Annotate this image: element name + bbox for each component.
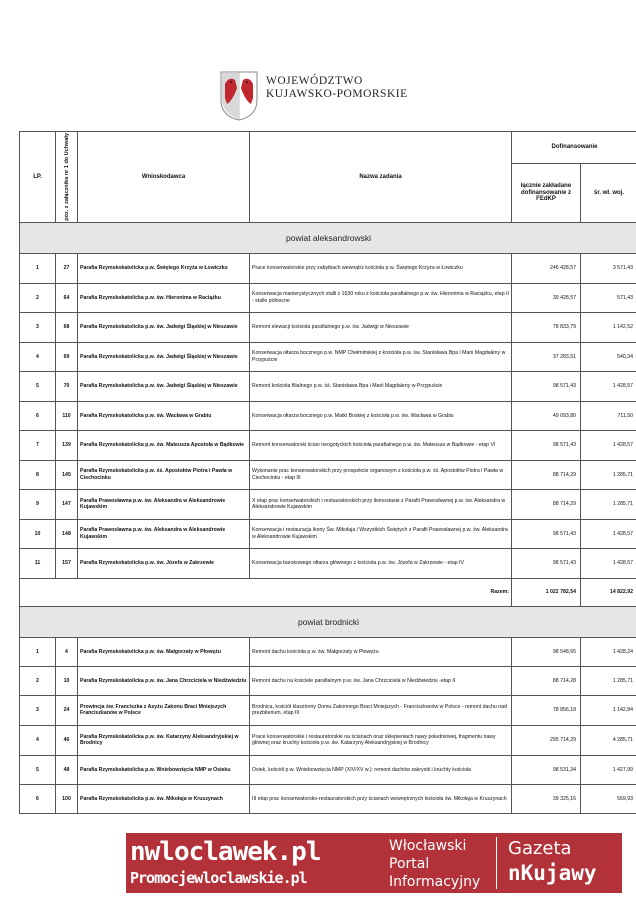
row-task: Konserwacja i restauracja ikony Św. Mikołaja i Wszystkich Świętych z Parafii Prawosławnej p.w. św. Aleksandra w Aleksandrowie Kujawskim	[250, 519, 512, 548]
coat-of-arms-icon	[219, 70, 259, 122]
row-task: Konserwacja barokowego ołtarza głównego z kościoła p.w. św. Józefa w Zakrzewie - etap IV	[250, 548, 512, 578]
row-poz: 110	[56, 401, 78, 430]
row-lp: 9	[20, 489, 56, 519]
row-fedkp: 78 833,79	[512, 312, 581, 342]
col-header-poz-text: poz. z załącznika nr 1 do Uchwały	[63, 133, 70, 221]
row-lp: 10	[20, 519, 56, 548]
row-applicant: Parafia Rzymskokatolicka p.w. św. Małgorzaty w Płowężu	[78, 637, 250, 666]
row-applicant: Parafia Rzymskokatolicka p.w. śś. Apostołów Piotra i Pawła w Ciechocinku	[78, 460, 250, 489]
row-fedkp: 88 714,29	[512, 489, 581, 519]
row-woj: 571,43	[581, 283, 636, 312]
row-applicant: Prowincja św. Franciszka z Asyżu Zakonu Braci Mniejszych Franciszkanów w Polsce	[78, 695, 250, 725]
row-woj: 1 428,57	[581, 548, 636, 578]
row-fedkp: 98 548,65	[512, 637, 581, 666]
row-lp: 2	[20, 666, 56, 695]
row-task: Remont dachu na kościele parafialnym p.w. św. Jana Chrzciciela w Niedźwiedziu -etap II	[250, 666, 512, 695]
section-title: powiat aleksandrowski	[20, 222, 636, 253]
row-task: III etap prac konserwatorsko-restauratorskich przy ścianach wewnętrznych kościoła św. Mikołaja w Kruszynach	[250, 784, 512, 813]
row-poz: 24	[56, 695, 78, 725]
row-woj: 711,50	[581, 401, 636, 430]
row-poz: 157	[56, 548, 78, 578]
row-lp: 7	[20, 430, 56, 460]
row-task: Wykonanie prac konserwatorskich przy prospekcie organowym z kościoła p.w. śś. Apostołów Piotra i Pawła w Ciechocinku - etap III	[250, 460, 512, 489]
footer-portal-line2: Portal	[389, 856, 430, 872]
row-fedkp: 39 325,16	[512, 784, 581, 813]
table-row	[20, 784, 636, 813]
row-lp: 4	[20, 725, 56, 755]
sum-fedkp: 1 022 782,54	[512, 578, 581, 606]
row-woj: 1 142,84	[581, 695, 636, 725]
row-poz: 4	[56, 637, 78, 666]
sum-label: Razem:	[20, 578, 512, 606]
table-row	[20, 371, 636, 401]
table-body	[20, 222, 636, 813]
row-poz: 48	[56, 755, 78, 784]
footer-banner	[126, 833, 622, 893]
row-fedkp: 295 714,29	[512, 725, 581, 755]
footer-portal-line1: Włocławski	[389, 838, 467, 854]
row-woj: 1 285,71	[581, 666, 636, 695]
table-row	[20, 695, 636, 725]
footer-portal-line3: Informacyjny	[389, 874, 481, 890]
col-header-woj: śr. wł. woj.	[581, 163, 636, 222]
header	[0, 68, 636, 126]
row-task: Konserwacja ołtarza bocznego p.w. NMP Chełmińskiej z kościoła p.w. św. Stanisława Bpa i Marii Magdaleny w Przypuście	[250, 342, 512, 371]
row-applicant: Parafia Rzymskokatolicka p.w. św. Katarzyny Aleksandryjskiej w Brodnicy	[78, 725, 250, 755]
row-applicant: Parafia Rzymskokatolicka p.w. Świętego Krzyża w Łowiczku	[78, 253, 250, 283]
region-title-line2: KUJAWSKO-POMORSKIE	[266, 88, 408, 100]
row-applicant: Parafia Rzymskokatolicka p.w. św. Jana Chrzciciela w Niedźwiedziu	[78, 666, 250, 695]
row-lp: 11	[20, 548, 56, 578]
row-poz: 145	[56, 460, 78, 489]
row-applicant: Parafia Rzymskokatolicka p.w. św. Józefa w Zakrzewie	[78, 548, 250, 578]
row-woj: 1 142,52	[581, 312, 636, 342]
row-fedkp: 98 571,43	[512, 519, 581, 548]
sum-row	[20, 578, 636, 606]
col-header-funding: Dofinansowanie	[512, 132, 636, 164]
col-header-applicant: Wnioskodawca	[78, 132, 250, 223]
row-lp: 1	[20, 253, 56, 283]
footer-brand-sub[interactable]: Promocjewloclawskie.pl	[130, 869, 307, 887]
row-poz: 64	[56, 283, 78, 312]
table-row	[20, 637, 636, 666]
table-row	[20, 312, 636, 342]
row-lp: 8	[20, 460, 56, 489]
row-fedkp: 98 571,43	[512, 548, 581, 578]
row-fedkp: 246 428,57	[512, 253, 581, 283]
row-poz: 68	[56, 312, 78, 342]
row-applicant: Parafia Rzymskokatolicka p.w. św. Jadwigi Śląskiej w Nieszawie	[78, 312, 250, 342]
section-title: powiat brodnicki	[20, 606, 636, 637]
row-poz: 10	[56, 666, 78, 695]
row-poz: 69	[56, 342, 78, 371]
table-row	[20, 401, 636, 430]
footer-gazeta-brand[interactable]: nKujawy	[508, 861, 597, 885]
row-lp: 1	[20, 637, 56, 666]
row-poz: 70	[56, 371, 78, 401]
row-task: Brodnica, kościół klasztorny Domu Zakonnego Braci Mniejszych - Franciszkanów w Polsce - remont dachu nad prezbiterium, etap III	[250, 695, 512, 725]
footer-brand-main[interactable]: nwloclawek.pl	[130, 837, 321, 867]
row-poz: 46	[56, 725, 78, 755]
section-header-row	[20, 222, 636, 253]
table-row	[20, 548, 636, 578]
row-task: Prace konserwatorskie i restauratorskie na ścianach oraz sklepieniach nawy południowej, fragmentu nawy głównej oraz kruchty kościoła p.w. św. Katarzyny Aleksandryjskiej w Brodnicy	[250, 725, 512, 755]
row-fedkp: 39 428,57	[512, 283, 581, 312]
row-applicant: Parafia Prawosławna p.w. św. Aleksandra w Aleksandrowie Kujawskim	[78, 519, 250, 548]
region-title-line1: WOJEWÓDZTWO	[266, 75, 363, 87]
row-task: Osiek, kościół p.w. Wniebowzięcia NMP (XIV/XV w.): remont dachów zakrystii i kruchty kościoła	[250, 755, 512, 784]
row-fedkp: 98 571,43	[512, 371, 581, 401]
row-task: X etap prac konserwatorskich i restauratorskich przy ikonostasie z Parafii Prawosławnej p.w. św. Aleksandra w Aleksandrowie Kujawskim	[250, 489, 512, 519]
row-fedkp: 88 714,29	[512, 460, 581, 489]
col-header-fedkp: łącznie zakładane dofinansowanie z FEdKP	[512, 163, 581, 222]
row-applicant: Parafia Rzymskokatolicka p.w. św. Jadwigi Śląskiej w Nieszawie	[78, 342, 250, 371]
row-woj: 1 285,71	[581, 460, 636, 489]
row-lp: 6	[20, 401, 56, 430]
row-applicant: Parafia Rzymskokatolicka p.w. św. Jadwigi Śląskiej w Nieszawie	[78, 371, 250, 401]
row-woj: 1 428,57	[581, 430, 636, 460]
table-header-row	[20, 132, 636, 164]
row-applicant: Parafia Prawosławna p.w. św. Aleksandra w Aleksandrowie Kujawskim	[78, 489, 250, 519]
col-header-lp: LP.	[20, 132, 56, 223]
row-task: Prace konserwatorskie przy zabytkach wewnątrz kościoła p.w. Świętego Krzyża w Łowiczku	[250, 253, 512, 283]
section-header-row	[20, 606, 636, 637]
row-task: Remont kościoła filialnego p.w. śś. Stanisława Bpa i Marii Magdaleny w Przypuście	[250, 371, 512, 401]
row-task: Remont konserwatorski ścian neogotyckich kościoła parafialnego p.w. św. Mateusza w Bądkowie - etap VI	[250, 430, 512, 460]
row-lp: 4	[20, 342, 56, 371]
row-fedkp: 98 531,34	[512, 755, 581, 784]
row-woj: 1 428,57	[581, 519, 636, 548]
row-poz: 139	[56, 430, 78, 460]
table-row	[20, 342, 636, 371]
row-woj: 569,93	[581, 784, 636, 813]
row-applicant: Parafia Rzymskokatolicka p.w. Wniebowzięcia NMP w Osieku	[78, 755, 250, 784]
row-lp: 5	[20, 371, 56, 401]
table-row	[20, 755, 636, 784]
row-woj: 540,34	[581, 342, 636, 371]
row-poz: 27	[56, 253, 78, 283]
table-row	[20, 489, 636, 519]
row-task: Konserwacja manierystycznych stalli z 1630 roku z kościoła parafialnego p.w. św. Hieronima w Raciążku, etap II - stalle północne	[250, 283, 512, 312]
footer-gazeta-label: Gazeta	[508, 838, 572, 859]
row-woj: 4 285,71	[581, 725, 636, 755]
row-poz: 100	[56, 784, 78, 813]
table-row	[20, 283, 636, 312]
row-lp: 3	[20, 312, 56, 342]
row-lp: 6	[20, 784, 56, 813]
col-header-poz	[56, 132, 78, 223]
row-lp: 3	[20, 695, 56, 725]
region-title	[266, 75, 408, 101]
table-row	[20, 666, 636, 695]
row-woj: 1 428,57	[581, 371, 636, 401]
row-task: Konserwacja ołtarza bocznego p.w. Matki Boskiej z kościoła p.w. św. Wacława w Grabiu	[250, 401, 512, 430]
row-applicant: Parafia Rzymskokatolicka p.w. św. Mateusza Apostoła w Bądkowie	[78, 430, 250, 460]
row-task: Remont elewacji kościoła parafialnego p.w. św. Jadwigi w Nieszawie	[250, 312, 512, 342]
row-applicant: Parafia Rzymskokatolicka p.w. św. Wacława w Grabiu	[78, 401, 250, 430]
row-fedkp: 88 714,28	[512, 666, 581, 695]
row-applicant: Parafia Rzymskokatolicka p.w. św. Hieronima w Raciążku	[78, 283, 250, 312]
row-fedkp: 49 093,80	[512, 401, 581, 430]
row-woj: 3 571,43	[581, 253, 636, 283]
sum-woj: 14 822,92	[581, 578, 636, 606]
row-task: Remont dachu kościoła p.w. św. Małgorzaty w Płowężu	[250, 637, 512, 666]
row-woj: 1 428,24	[581, 637, 636, 666]
row-fedkp: 78 856,18	[512, 695, 581, 725]
col-header-task: Nazwa zadania	[250, 132, 512, 223]
row-woj: 1 427,99	[581, 755, 636, 784]
row-poz: 147	[56, 489, 78, 519]
row-fedkp: 37 283,51	[512, 342, 581, 371]
row-fedkp: 98 571,43	[512, 430, 581, 460]
row-applicant: Parafia Rzymskokatolicka p.w. św. Mikołaja w Kruszynach	[78, 784, 250, 813]
table-row	[20, 725, 636, 755]
row-poz: 148	[56, 519, 78, 548]
row-woj: 1 285,71	[581, 489, 636, 519]
table-row	[20, 460, 636, 489]
footer-divider	[496, 837, 497, 889]
footer-portal	[389, 837, 480, 891]
table-row	[20, 519, 636, 548]
row-lp: 2	[20, 283, 56, 312]
table-row	[20, 430, 636, 460]
table-row	[20, 253, 636, 283]
row-lp: 5	[20, 755, 56, 784]
grants-table	[19, 131, 636, 814]
